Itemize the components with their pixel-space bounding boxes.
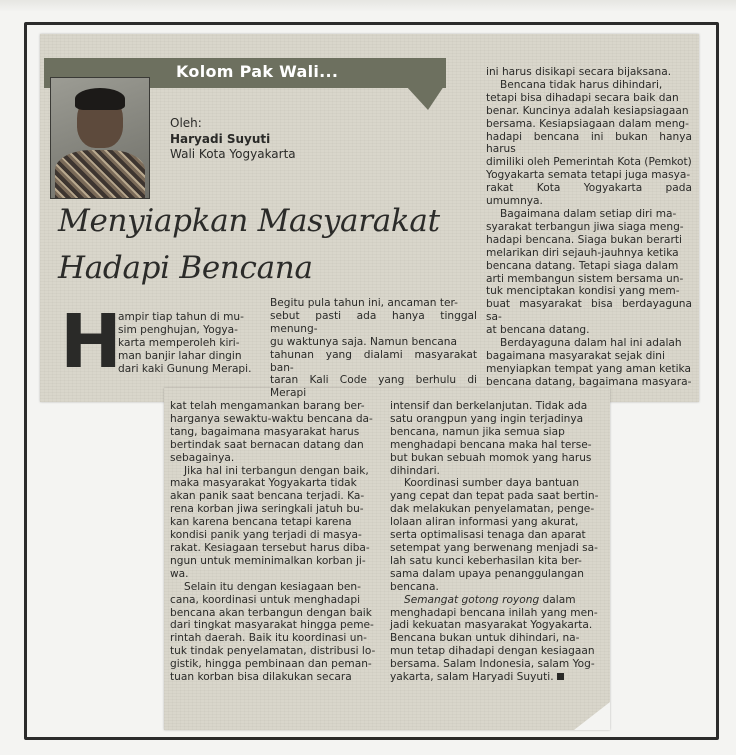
text-line: Berdayaguna dalam hal ini adalah: [500, 337, 682, 350]
text-line: dari tingkat masyarakat hingga peme-: [170, 619, 374, 632]
text-line: gu waktunya saja. Namun bencana: [270, 335, 457, 348]
text-line: cana, koordinasi untuk menghadapi: [170, 593, 361, 606]
article-column-5: [390, 400, 604, 684]
text-line: ini harus disikapi secara bijaksana.: [486, 66, 672, 78]
text-line: arti membangun sistem bersama un-: [486, 272, 684, 285]
text-line: tuk menciptakan kondisi yang mem-: [486, 285, 680, 298]
paragraph: [170, 400, 382, 465]
text-line: karta memperoleh kiri-: [118, 336, 240, 349]
article-column-3: [486, 66, 692, 389]
byline-name: Haryadi Suyuti: [170, 132, 271, 146]
folded-corner: [574, 702, 610, 730]
text-line: rintah daerah. Baik itu koordinasi un-: [170, 632, 367, 645]
text-line: bencana.: [390, 580, 439, 593]
text-line: kat telah mengamankan barang ber-: [170, 400, 365, 412]
photo-hair: [75, 88, 125, 110]
text-line: benar. Kuncinya adalah kesiapsiagaan: [486, 104, 689, 117]
text-line: at bencana datang.: [486, 324, 590, 337]
paragraph: [486, 79, 692, 208]
text-line: menyiapkan tempat yang aman ketika: [486, 362, 691, 375]
text-line: dalam: [539, 593, 576, 606]
text-line: sim penghujan, Yogya-: [118, 323, 238, 336]
text-line: jadi kekuatan masyarakat Yogyakarta.: [390, 619, 593, 632]
text-line: bencana, namun jika semua siap: [390, 425, 565, 438]
text-line: bersama. Kesiapsiagaan dalam meng-: [486, 117, 689, 130]
byline-label: Oleh:: [170, 116, 202, 130]
text-line: taran Kali Code yang berhulu di Merapi: [270, 374, 477, 400]
text-line: rakat Kota Yogyakarta pada umumnya.: [486, 182, 692, 208]
text-line: lah satu kunci keberhasilan kita ber-: [390, 554, 582, 567]
text-line: dari kaki Gunung Merapi.: [118, 362, 252, 375]
text-line: maka masyarakat Yogyakarta tidak: [170, 477, 357, 490]
paragraph: [270, 297, 477, 400]
text-line: sebut pasti ada hanya tinggal menung-: [270, 309, 477, 335]
text-line: bersama. Salam Indonesia, salam Yog-: [390, 658, 595, 671]
article-column-1: [118, 311, 261, 376]
text-line: tahunan yang dialami masyarakat ban-: [270, 348, 477, 374]
paragraph: [390, 477, 604, 593]
paragraph: [486, 66, 692, 79]
text-line: bagaimana masyarakat sejak dini: [486, 349, 665, 362]
banner-tail: [406, 86, 444, 110]
text-line: yakarta, salam Haryadi Suyuti.: [390, 671, 554, 684]
drop-cap: H: [60, 299, 122, 385]
text-line: bertindak saat bernacan datang dan: [170, 438, 364, 451]
text-line: wa.: [170, 567, 189, 580]
text-line: melarikan diri sejauh-jauhnya ketika: [486, 246, 679, 259]
text-line: tuan korban bisa dilakukan secara: [170, 671, 352, 684]
text-line: ampir tiap tahun di mu-: [118, 311, 244, 323]
text-line: bencana datang, bagaimana masyara-: [486, 375, 692, 388]
text-line: menghadapi bencana inilah yang men-: [390, 606, 598, 619]
text-line: Selain itu dengan kesiagaan ben-: [184, 580, 361, 593]
paragraph: [390, 400, 604, 477]
text-line: satu orangpun yang ingin terjadinya: [390, 412, 584, 425]
text-line: tuk tindak penyelamatan, distribusi lo-: [170, 645, 376, 658]
text-line: setempat yang berwenang menjadi sa-: [390, 541, 598, 554]
paragraph: [170, 581, 382, 684]
author-photo: [50, 77, 150, 199]
article-column-4: [170, 400, 382, 684]
text-line: yang cepat dan tepat pada saat bertin-: [390, 490, 599, 503]
text-line: sama dalam upaya penanggulangan: [390, 567, 584, 580]
text-line: Begitu pula tahun ini, ancaman ter-: [270, 297, 459, 309]
text-line: akan panik saat bencana terjadi. Ka-: [170, 490, 365, 503]
text-line: sebagainya.: [170, 451, 235, 464]
text-line: hadapi bencana ini bukan hanya harus: [486, 130, 692, 156]
text-line: Koordinasi sumber daya bantuan: [404, 477, 580, 490]
text-line: kan karena bencana tetapi karena: [170, 516, 352, 529]
text-line: Yogyakarta semata tetapi juga masya-: [486, 169, 691, 182]
photo-shirt: [55, 150, 145, 199]
text-line: mun tetap dihadapi dengan kesiagaan: [390, 645, 595, 658]
text-line: dihindari.: [390, 464, 440, 477]
paragraph: [390, 594, 604, 684]
text-line: bencana datang. Tetapi siaga dalam: [486, 259, 679, 272]
text-line: syarakat terbangun jiwa siaga meng-: [486, 220, 684, 233]
text-line: rena korban jiwa seringkali jatuh bu-: [170, 503, 364, 516]
text-line: dimiliki oleh Pemerintah Kota (Pemkot): [486, 156, 692, 169]
text-line: intensif dan berkelanjutan. Tidak ada: [390, 400, 588, 412]
headline-line-2: Hadapi Bencana: [58, 250, 313, 286]
text-line: Bencana bukan untuk dihindari, na-: [390, 632, 580, 645]
text-line: harganya sewaktu-waktu bencana da-: [170, 412, 373, 425]
text-line: Bencana tidak harus dihindari,: [500, 78, 663, 91]
text-line: gistik, hingga pembinaan dan peman-: [170, 658, 372, 671]
paragraph: [486, 337, 692, 389]
text-line: bencana akan terbangun dengan baik: [170, 606, 372, 619]
text-line: kondisi panik yang terjadi di masya-: [170, 529, 362, 542]
text-line: lolaan aliran informasi yang akurat,: [390, 516, 579, 529]
text-line: but bukan sebuah momok yang harus: [390, 451, 592, 464]
text-line: Bagaimana dalam setiap diri ma-: [500, 207, 677, 220]
emphasis-text: Semangat gotong royong: [404, 593, 540, 606]
column-name: Kolom Pak Wali...: [176, 62, 339, 81]
text-line: ngun untuk meminimalkan korban ji-: [170, 554, 366, 567]
text-line: serta optimalisasi tenaga dan aparat: [390, 529, 586, 542]
text-line: dak melakukan penyelamatan, penge-: [390, 503, 595, 516]
text-line: man banjir lahar dingin: [118, 349, 242, 362]
text-line: rakat. Kesiagaan tersebut harus diba-: [170, 541, 370, 554]
text-line: tetapi bisa dihadapi secara baik dan: [486, 91, 679, 104]
paragraph: [170, 465, 382, 581]
headline-line-1: Menyiapkan Masyarakat: [58, 203, 440, 239]
text-line: buat masyarakat bisa berdayaguna sa-: [486, 298, 692, 324]
text-line: menghadapi bencana maka hal terse-: [390, 438, 592, 451]
article-column-2: [270, 297, 477, 400]
text-line: hadapi bencana. Siaga bukan berarti: [486, 233, 682, 246]
byline-role: Wali Kota Yogyakarta: [170, 147, 296, 161]
text-line: Jika hal ini terbangun dengan baik,: [184, 464, 369, 477]
paragraph: [486, 208, 692, 337]
scan-top-edge: [0, 0, 736, 12]
paragraph: [118, 311, 261, 376]
end-of-article-mark: [557, 673, 564, 680]
text-line: tang, bagaimana masyarakat harus: [170, 425, 360, 438]
